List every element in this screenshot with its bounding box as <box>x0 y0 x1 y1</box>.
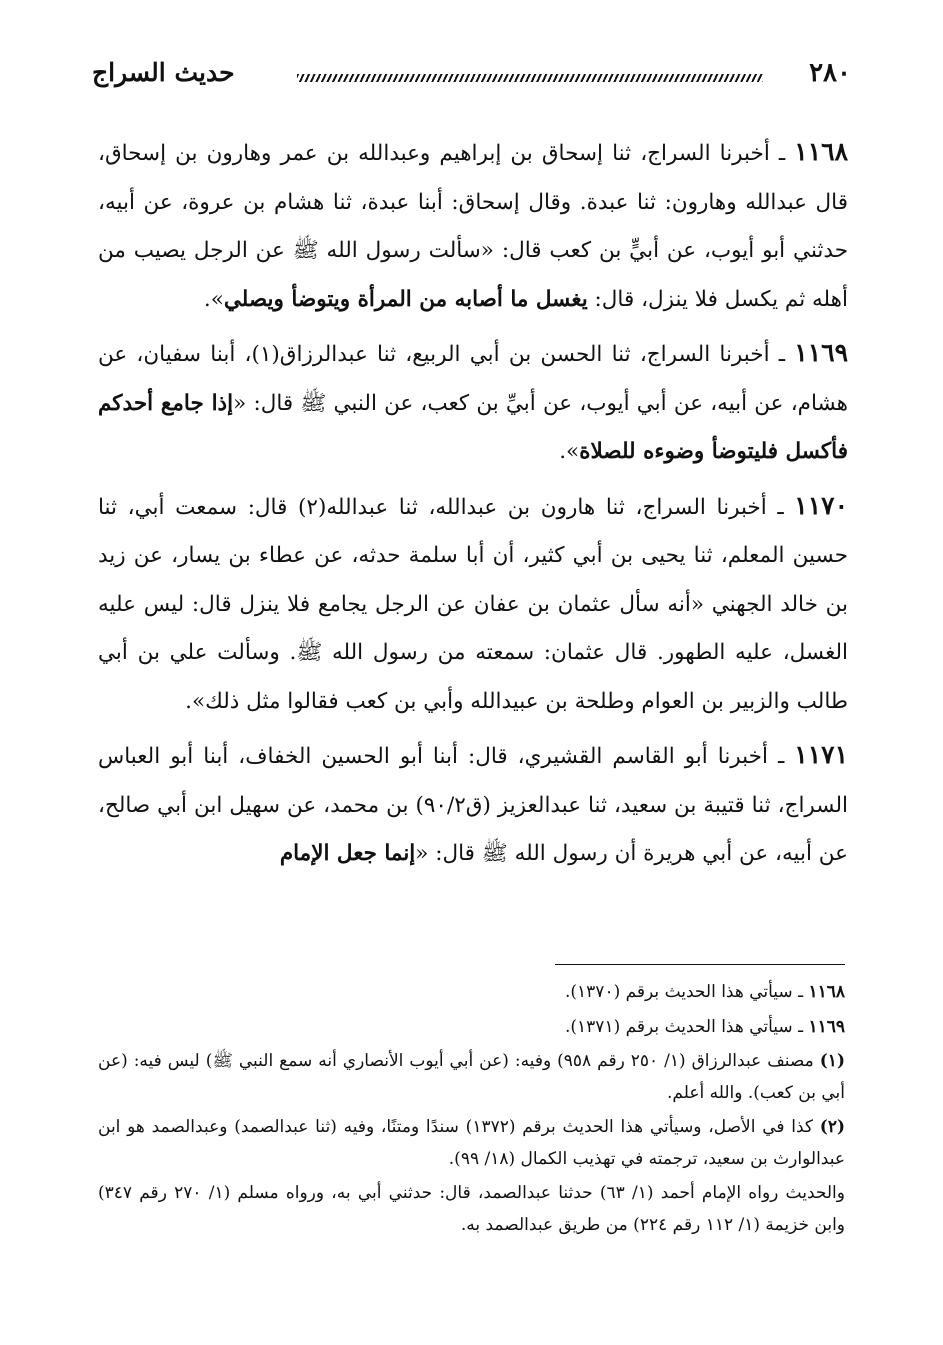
hadith-1168 <box>98 128 848 324</box>
hadith-1170 <box>98 482 848 727</box>
footnote-separator <box>555 964 845 965</box>
footnote-item <box>98 1012 845 1044</box>
footnote-text: ـ سيأتي هذا الحديث برقم (١٣٧٠). <box>565 982 809 1002</box>
footnote-item <box>98 977 845 1009</box>
hadith-number: ١١٦٨ <box>794 137 848 166</box>
footnote-text: مصنف عبدالرزاق (١/ ٢٥٠ رقم ٩٥٨) وفيه: (عن أبي أيوب الأنصاري أنه سمع النبي ﷺ) ليس فيه: (عن أبي بن كعب). والله أعلم. <box>98 1051 845 1103</box>
hadith-number: ١١٧٠ <box>794 490 848 520</box>
footnote-item <box>98 1178 845 1241</box>
footnotes <box>98 977 845 1244</box>
book-title: حديث السراج <box>92 58 235 87</box>
hadith-1169 <box>98 329 848 477</box>
page-header <box>92 56 851 96</box>
footnote-number: (١) <box>819 1051 845 1071</box>
hadith-text: ـ أخبرنا السراج، ثنا الحسن بن أبي الربيع، ثنا عبدالرزاق(١)، أبنا سفيان، عن هشام، عن أبيه، عن أبي أيوب، عن أبيِّ بن كعب، عن النبي ﷺ قال: « <box>98 342 849 416</box>
footnote-number: ١١٦٨ <box>808 982 845 1002</box>
header-decorative-rule <box>297 74 763 82</box>
hadith-text: ـ أخبرنا السراج، ثنا إسحاق بن إبراهيم وعبدالله بن عمر وهارون بن إسحاق، قال عبدالله وهارون: ثنا عبدة. وقال إسحاق: أبنا عبدة، ثنا هشام بن عروة، عن أبيه، حدثني أبو أيوب، عن أبيٍّ بن كعب قال: «سألت رسول الله ﷺ عن الرجل يصيب من أهله ثم يكسل فلا ينزل، قال: <box>98 141 848 312</box>
hadith-number: ١١٦٩ <box>794 338 848 367</box>
page-number: ٢٨٠ <box>809 58 851 88</box>
footnote-text: كذا في الأصل، وسيأتي هذا الحديث برقم (١٣٧٢) سندًا ومتنًا، وفيه (ثنا عبدالصمد) وعبدالصمد هو ابن عبدالوارث بن سعيد، ترجمته في تهذيب الكمال (١٨/ ٩٩). <box>98 1117 845 1169</box>
hadith-matn-bold: إذا جامع أحدكم فأكسل فليتوضأ وضوءه للصلاة <box>98 390 848 464</box>
hadith-number: ١١٧١ <box>794 740 848 769</box>
footnote-item <box>98 1046 845 1109</box>
hadith-text: ـ أخبرنا أبو القاسم القشيري، قال: أبنا أبو الحسين الخفاف، أبنا أبو العباس السراج، ثنا قتيبة بن سعيد، ثنا عبدالعزيز (ق٩٠/٢) بن محمد، عن سهيل ابن أبي صالح، عن أبيه، عن أبي هريرة أن رسول الله ﷺ قال: « <box>98 744 848 866</box>
hadith-text-end: ». <box>203 286 224 312</box>
footnote-item <box>98 1112 845 1175</box>
hadith-text-end: ». <box>559 439 580 464</box>
hadith-text: ـ أخبرنا السراج، ثنا هارون بن عبدالله، ثنا عبدالله(٢) قال: سمعت أبي، ثنا حسين المعلم، ثنا يحيى بن أبي كثير، أن أبا سلمة حدثه، عن عطاء بن يسار، عن زيد بن خالد الجهني «أنه سأل عثمان بن عفان عن الرجل يجامع فلا ينزل قال: ليس عليه الغسل، عليه الطهور. قال عثمان: سمعته من رسول الله ﷺ. وسألت علي بن أبي طالب والزبير بن العوام وطلحة بن عبيدالله وأبي بن كعب فقالوا مثل ذلك». <box>98 494 848 714</box>
footnote-text: ـ سيأتي هذا الحديث برقم (١٣٧١). <box>565 1016 809 1037</box>
footnote-text: والحديث رواه الإمام أحمد (١/ ٦٣) حدثنا عبدالصمد، قال: حدثني أبي به، ورواه مسلم (١/ ٢٧٠ رقم ٣٤٧) وابن خزيمة (١/ ١١٢ رقم ٢٢٤) من طريق عبدالصمد به. <box>98 1183 845 1235</box>
footnote-number: ١١٦٩ <box>808 1016 845 1037</box>
footnote-number: (٢) <box>819 1117 845 1137</box>
hadith-matn-bold: إنما جعل الإمام <box>279 841 416 866</box>
hadith-matn-bold: يغسل ما أصابه من المرأة ويتوضأ ويصلي <box>223 286 588 312</box>
hadith-1171 <box>98 731 848 879</box>
hadith-body <box>98 128 848 884</box>
